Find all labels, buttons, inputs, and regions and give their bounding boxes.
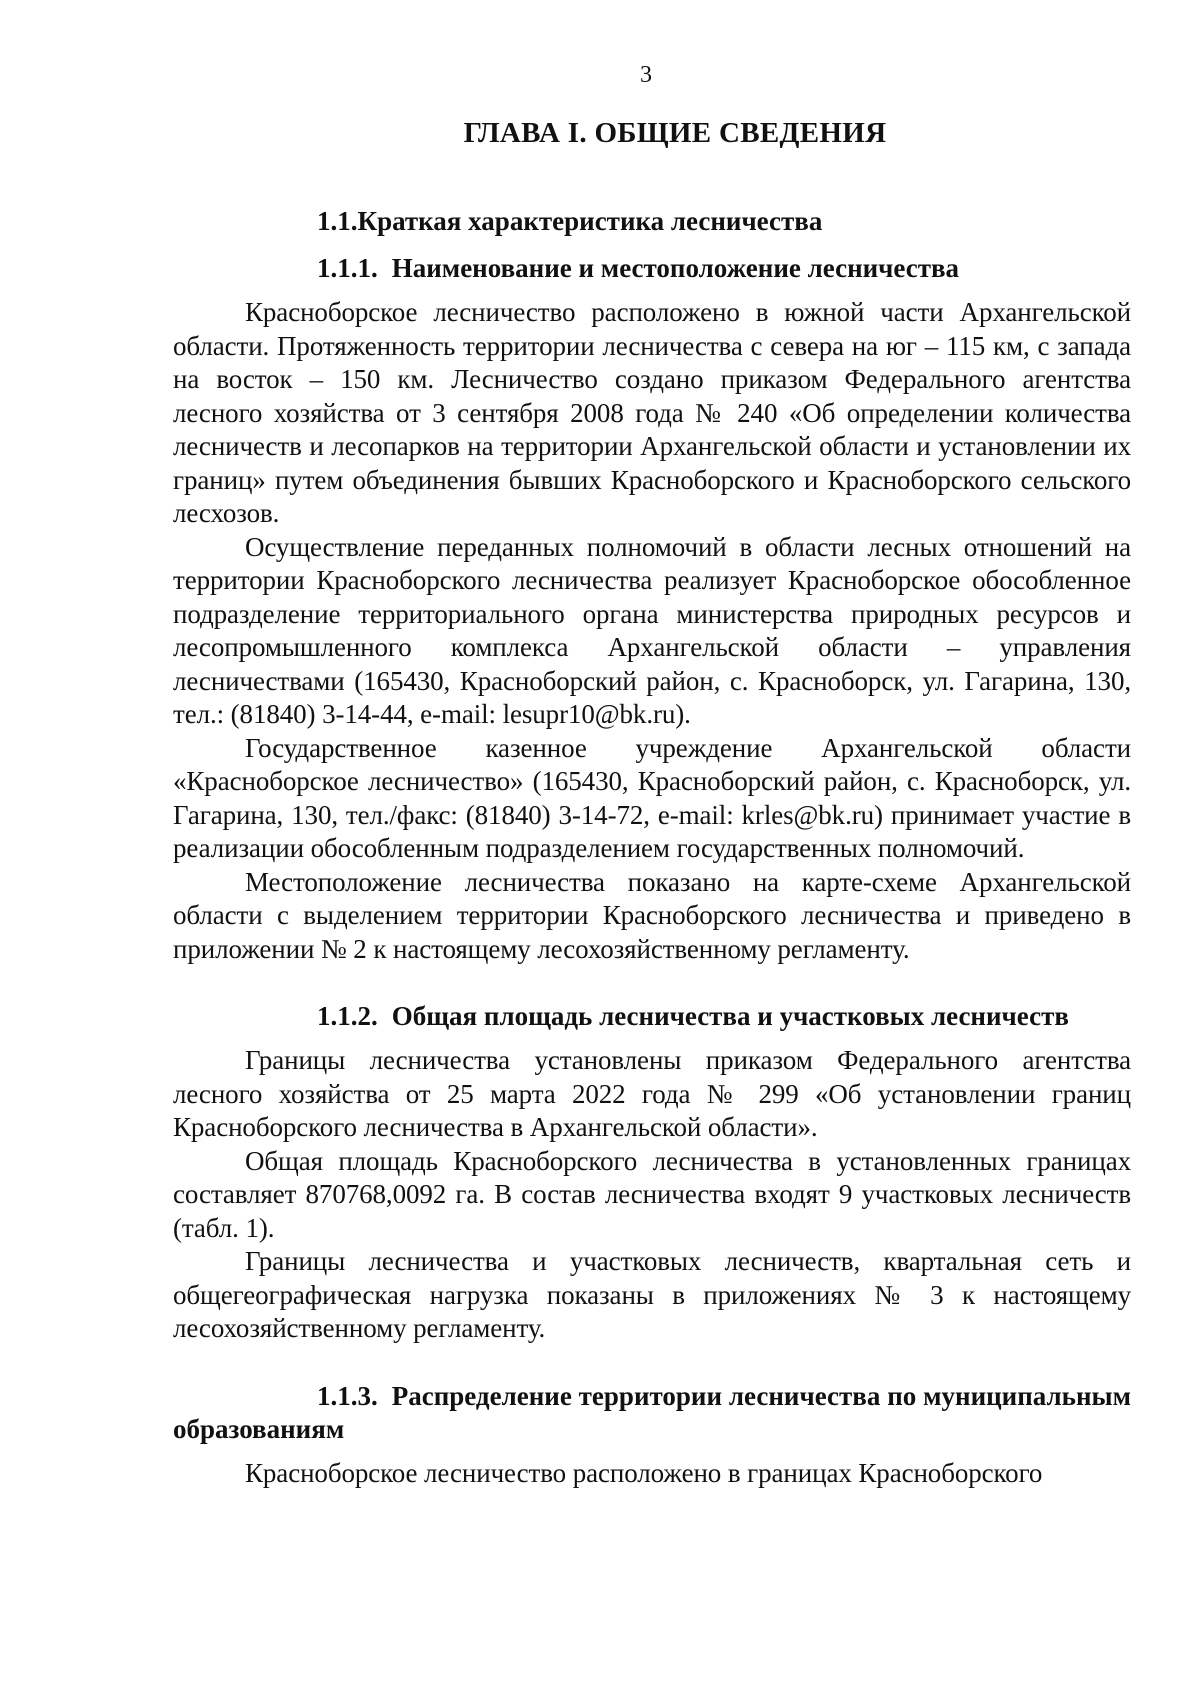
paragraph: Красноборское лесничество расположено в южной части Архангельской области. Протяженность территории лесничества с севера на юг – 115 км, с запада на восток – 150 км. Лесничество создано приказом Федерального агентства лесного хозяйства от 3 сентября 2008 года № 240 «Об определении количества лесничеств и лесопарков на территории Архангельской области и установлении их границ» путем объединения бывших Красноборского и Красноборского сельского лесхозов.: [173, 297, 1131, 528]
section-heading-1-1-1: [173, 252, 1131, 285]
section-title: Распределение территории лесничества по муниципальным образованиям: [173, 1380, 1131, 1444]
section-heading-1-1-3: [173, 1380, 1131, 1446]
paragraph: Красноборское лесничество расположено в границах Красноборского: [245, 1457, 1043, 1488]
section-number: 1.1.2.: [317, 1001, 378, 1031]
paragraph: Местоположение лесничества показано на карте-схеме Архангельской области с выделением территории Красноборского лесничества и приведено в приложении № 2 к настоящему лесохозяйственному регламенту.: [173, 866, 1131, 964]
paragraph: Границы лесничества и участковых лесничеств, квартальная сеть и общегеографическая нагрузка показаны в приложениях № 3 к настоящему лесохозяйственному регламенту.: [173, 1246, 1131, 1343]
section-number: 1.1.1.: [317, 253, 378, 283]
section-title: Наименование и местоположение лесничества: [391, 253, 960, 283]
section-title: Краткая характеристика лесничества: [357, 206, 823, 236]
paragraph: Осуществление переданных полномочий в области лесных отношений на территории Красноборского лесничества реализует Красноборское обособленное подразделение территориального органа министерства природных ресурсов и лесопромышленного комплекса Архангельской области – управления лесничествами (165430, Красноборский район, с. Красноборск, ул. Гагарина, 130, тел.: (81840) 3-14-44, e-mail: lesupr10@bk.ru).: [173, 531, 1131, 729]
page-number: 3: [640, 62, 652, 88]
section-number: 1.1.: [317, 206, 358, 236]
chapter-title: ГЛАВА I. ОБЩИЕ СВЕДЕНИЯ: [463, 117, 887, 149]
paragraph: Границы лесничества установлены приказом Федерального агентства лесного хозяйства от 25 марта 2022 года № 299 «Об установлении границ Красноборского лесничества в Архангельской области».: [173, 1045, 1131, 1142]
paragraph: Общая площадь Красноборского лесничества в установленных границах составляет 870768,0092 га. В состав лесничества входят 9 участковых лесничеств (табл. 1).: [173, 1145, 1131, 1243]
section-title: Общая площадь лесничества и участковых лесничеств: [391, 1001, 1069, 1031]
document-body: [173, 113, 1131, 1490]
paragraph: Государственное казенное учреждение Архангельской области «Красноборское лесничество» (165430, Красноборский район, с. Красноборск, ул. Гагарина, 130, тел./факс: (81840) 3-14-72, e-mail: krles@bk.ru) принимает участие в реализации обособленным подразделением государственных полномочий.: [173, 732, 1131, 863]
section-number: 1.1.3.: [317, 1380, 378, 1411]
section-heading-1-1-2: [173, 1000, 1131, 1033]
section-heading-1-1: [173, 205, 1131, 238]
